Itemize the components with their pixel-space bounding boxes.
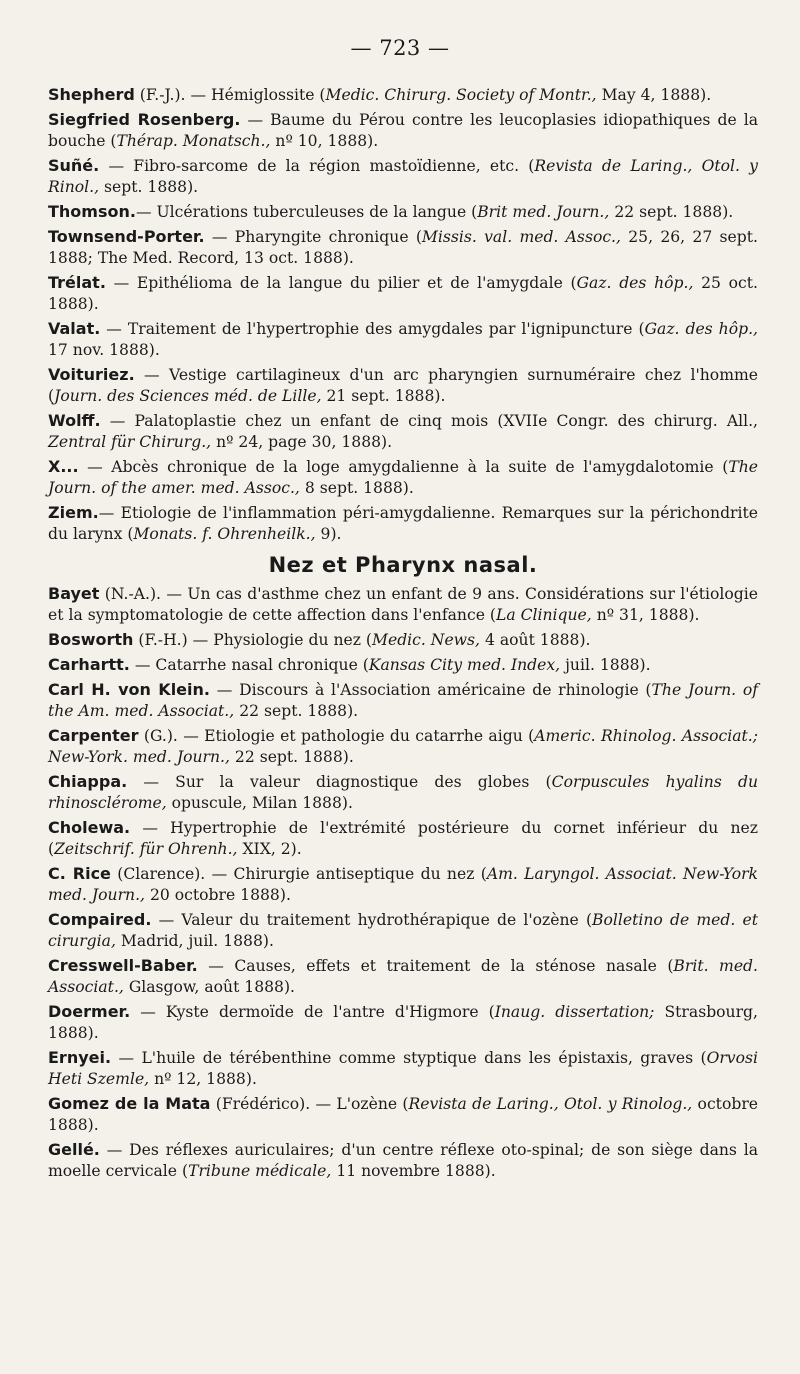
section-title: Nez et Pharynx nasal. bbox=[268, 553, 538, 577]
entry-source: Tribune médicale, bbox=[188, 1161, 332, 1180]
entry-text: — Abcès chronique de la loge amygdalienne à la suite de l'amygdalotomie ( bbox=[78, 457, 729, 476]
entry-source: The Journ. of the amer. med. Assoc., bbox=[48, 457, 758, 497]
entry-author: Shepherd bbox=[48, 85, 135, 104]
bibliography-entry bbox=[48, 863, 758, 906]
entry-author: Ernyei. bbox=[48, 1047, 112, 1067]
entry-details: 25 oct. 1888). bbox=[48, 273, 758, 313]
entry-details: 8 sept. 1888). bbox=[299, 478, 414, 497]
entry-source: Missis. val. med. Assoc., bbox=[421, 227, 621, 246]
entry-source: Brit med. Journ., bbox=[477, 202, 610, 221]
entry-details: nº 12, 1888). bbox=[149, 1069, 257, 1088]
entry-details: 9). bbox=[315, 524, 342, 543]
nose-entries bbox=[48, 583, 758, 1182]
entry-author: Compaired. bbox=[48, 909, 152, 929]
entry-source: Kansas City med. Index, bbox=[368, 655, 561, 674]
entry-text: — Kyste dermoïde de l'antre d'Higmore ( bbox=[130, 1002, 495, 1021]
entry-details: 22 sept. 1888). bbox=[234, 701, 359, 720]
bibliography-entry bbox=[48, 502, 758, 545]
bibliography-list bbox=[48, 84, 758, 1185]
entry-author: Chiappa. bbox=[48, 771, 128, 791]
entry-source: Medic. Chirurg. Society of Montr., bbox=[325, 86, 597, 104]
entry-details: 25, 26, 27 sept. 1888; The Med. Record, 13 oct. 1888). bbox=[48, 227, 758, 267]
entry-author: Cresswell-Baber. bbox=[48, 955, 198, 975]
entry-details: opuscule, Milan 1888). bbox=[166, 793, 353, 812]
entry-author: Carhartt. bbox=[48, 654, 130, 674]
bibliography-entry bbox=[48, 201, 758, 223]
bibliography-entry bbox=[48, 318, 758, 361]
entry-source: Thérap. Monatsch., bbox=[116, 132, 271, 150]
entry-source: Brit. med. Associat., bbox=[48, 956, 758, 996]
entry-text: — Valeur du traitement hydrothérapique de l'ozène ( bbox=[151, 910, 593, 929]
bibliography-entry bbox=[48, 1001, 758, 1044]
entry-text: — Discours à l'Association américaine de rhinologie ( bbox=[210, 680, 652, 699]
entry-author: Gellé. bbox=[48, 1139, 100, 1159]
entry-details: nº 24, page 30, 1888). bbox=[211, 432, 393, 451]
entry-source: Zeitschrif. für Ohrenh., bbox=[54, 839, 238, 858]
entry-text: — Palatoplastie chez un enfant de cinq mois (XVIIe Congr. des chirurg. All., bbox=[100, 411, 758, 430]
entry-author: Cholewa. bbox=[48, 817, 131, 837]
entry-details: juil. 1888). bbox=[560, 655, 651, 674]
entry-source: Orvosi Heti Szemle, bbox=[48, 1048, 758, 1088]
entry-details: nº 10, 1888). bbox=[270, 132, 379, 150]
entry-source: Corpuscules hyalins du rhinosclérome, bbox=[48, 772, 759, 812]
bibliography-entry bbox=[48, 109, 758, 152]
entry-text: (Frédérico). — L'ozène ( bbox=[210, 1094, 409, 1113]
entry-text: (G.). — Etiologie et pathologie du catarrhe aigu ( bbox=[138, 726, 535, 745]
entry-source: Am. Laryngol. Associat. New-York med. Journ., bbox=[48, 864, 759, 904]
entry-details: May 4, 1888). bbox=[596, 86, 712, 104]
entry-details: 4 août 1888). bbox=[480, 631, 591, 649]
bibliography-entry bbox=[48, 817, 758, 860]
entry-author: Ziem. bbox=[48, 502, 99, 522]
entry-text: — Epithélioma de la langue du pilier et de l'amygdale ( bbox=[105, 273, 577, 292]
entry-author: Wolff. bbox=[48, 410, 101, 430]
entry-text: — Vestige cartilagineux d'un arc pharyngien surnuméraire chez l'homme ( bbox=[48, 365, 758, 405]
entry-text: — Ulcérations tuberculeuses de la langue ( bbox=[135, 202, 478, 221]
entry-details: Strasbourg, 1888). bbox=[48, 1002, 758, 1042]
bibliography-entry bbox=[48, 629, 758, 651]
entry-details: 21 sept. 1888). bbox=[321, 386, 446, 405]
bibliography-entry bbox=[48, 226, 758, 269]
entry-source: The Journ. of the Am. med. Associat., bbox=[48, 680, 758, 720]
entry-text: — Catarrhe nasal chronique ( bbox=[129, 655, 369, 674]
entry-source: Inaug. dissertation; bbox=[494, 1002, 655, 1021]
bibliography-entry bbox=[48, 1047, 758, 1090]
bibliography-entry bbox=[48, 364, 758, 407]
entry-text: — Fibro-sarcome de la région mastoïdienne, etc. ( bbox=[99, 156, 535, 175]
entry-author: Suñé. bbox=[48, 155, 100, 175]
entry-details: 20 octobre 1888). bbox=[145, 885, 291, 904]
bibliography-entry bbox=[48, 725, 758, 768]
page-number: — 723 — bbox=[350, 36, 450, 60]
entry-text: — Sur la valeur diagnostique des globes ( bbox=[127, 772, 552, 791]
entry-author: Carpenter bbox=[48, 725, 139, 745]
entry-text: — Traitement de l'hypertrophie des amygdales par l'ignipuncture ( bbox=[100, 319, 645, 338]
entry-text: (F.-J.). — Hémiglossite ( bbox=[134, 86, 326, 104]
entry-source: Zentral für Chirurg., bbox=[48, 432, 212, 451]
entry-author: Bosworth bbox=[48, 630, 134, 649]
entry-details: octobre 1888). bbox=[48, 1094, 758, 1134]
entry-author: Doermer. bbox=[48, 1001, 131, 1021]
entry-author: Gomez de la Mata bbox=[48, 1093, 211, 1113]
entry-text: (F.-H.) — Physiologie du nez ( bbox=[133, 631, 372, 649]
bibliography-entry bbox=[48, 456, 758, 499]
bibliography-entry bbox=[48, 654, 758, 676]
entry-details: sept. 1888). bbox=[99, 178, 199, 196]
entry-details: 17 nov. 1888). bbox=[48, 340, 160, 359]
entry-source: Medic. News, bbox=[372, 631, 480, 649]
bibliography-entry bbox=[48, 1093, 758, 1136]
entry-text: — Pharyngite chronique ( bbox=[204, 227, 422, 246]
entry-source: Journ. des Sciences méd. de Lille, bbox=[54, 386, 322, 405]
entry-source: Revista de Laring., Otol. y Rinolog., bbox=[408, 1094, 693, 1113]
bibliography-entry bbox=[48, 955, 758, 998]
entry-text: (Clarence). — Chirurgie antiseptique du nez ( bbox=[110, 864, 487, 883]
entry-author: Carl H. von Klein. bbox=[48, 679, 210, 699]
entry-details: Madrid, juil. 1888). bbox=[115, 931, 274, 950]
entry-text: — L'huile de térébenthine comme styptique dans les épistaxis, graves ( bbox=[111, 1048, 707, 1067]
pharynx-entries bbox=[48, 84, 758, 545]
entry-author: Valat. bbox=[48, 318, 101, 338]
bibliography-entry bbox=[48, 583, 758, 626]
entry-source: Gaz. des hôp., bbox=[576, 273, 694, 292]
bibliography-entry bbox=[48, 84, 758, 106]
entry-details: 22 sept. 1888). bbox=[229, 747, 354, 766]
bibliography-entry bbox=[48, 410, 758, 453]
entry-source: Gaz. des hôp., bbox=[644, 319, 758, 338]
entry-text: — Hypertrophie de l'extrémité postérieure du cornet inférieur du nez ( bbox=[48, 818, 758, 858]
entry-author: Trélat. bbox=[48, 272, 106, 292]
entry-text: — Etiologie de l'inflammation péri-amygdalienne. Remarques sur la périchondrite du larynx ( bbox=[48, 503, 758, 543]
bibliography-entry bbox=[48, 909, 758, 952]
entry-text: (N.-A.). — Un cas d'asthme chez un enfant de 9 ans. Considérations sur l'étiologie et la symptomatologie de cette affection dans l'enfance ( bbox=[48, 585, 758, 625]
entry-author: Townsend-Porter. bbox=[48, 226, 205, 246]
bibliography-entry bbox=[48, 679, 758, 722]
entry-text: — Causes, effets et traitement de la sténose nasale ( bbox=[197, 956, 674, 975]
bibliography-entry bbox=[48, 771, 758, 814]
entry-text: — Des réflexes auriculaires; d'un centre réflexe oto-spinal; de son siège dans la moelle cervicale ( bbox=[48, 1140, 758, 1180]
entry-details: Glasgow, août 1888). bbox=[123, 977, 296, 996]
entry-source: Revista de Laring., Otol. y Rinol., bbox=[48, 156, 758, 196]
entry-source: Americ. Rhinolog. Associat.; New-York. med. Journ., bbox=[48, 726, 758, 766]
bibliography-entry bbox=[48, 155, 758, 198]
entry-details: nº 31, 1888). bbox=[591, 606, 700, 625]
entry-text: — Baume du Pérou contre les leucoplasies idiopathiques de la bouche ( bbox=[48, 110, 759, 150]
entry-details: 11 novembre 1888). bbox=[331, 1161, 496, 1180]
entry-source: Monats. f. Ohrenheilk., bbox=[133, 524, 316, 543]
bibliography-entry bbox=[48, 1139, 758, 1182]
entry-author: Bayet bbox=[48, 584, 100, 603]
entry-author: C. Rice bbox=[48, 863, 111, 883]
entry-author: Siegfried Rosenberg. bbox=[48, 109, 241, 129]
entry-source: Bolletino de med. et cirurgia, bbox=[48, 910, 758, 950]
entry-details: XIX, 2). bbox=[237, 839, 302, 858]
entry-author: Voituriez. bbox=[48, 364, 135, 384]
entry-details: 22 sept. 1888). bbox=[609, 202, 734, 221]
entry-source: La Clinique, bbox=[495, 606, 592, 625]
bibliography-entry bbox=[48, 272, 758, 315]
entry-author: X... bbox=[48, 456, 79, 476]
entry-author: Thomson. bbox=[48, 201, 136, 221]
